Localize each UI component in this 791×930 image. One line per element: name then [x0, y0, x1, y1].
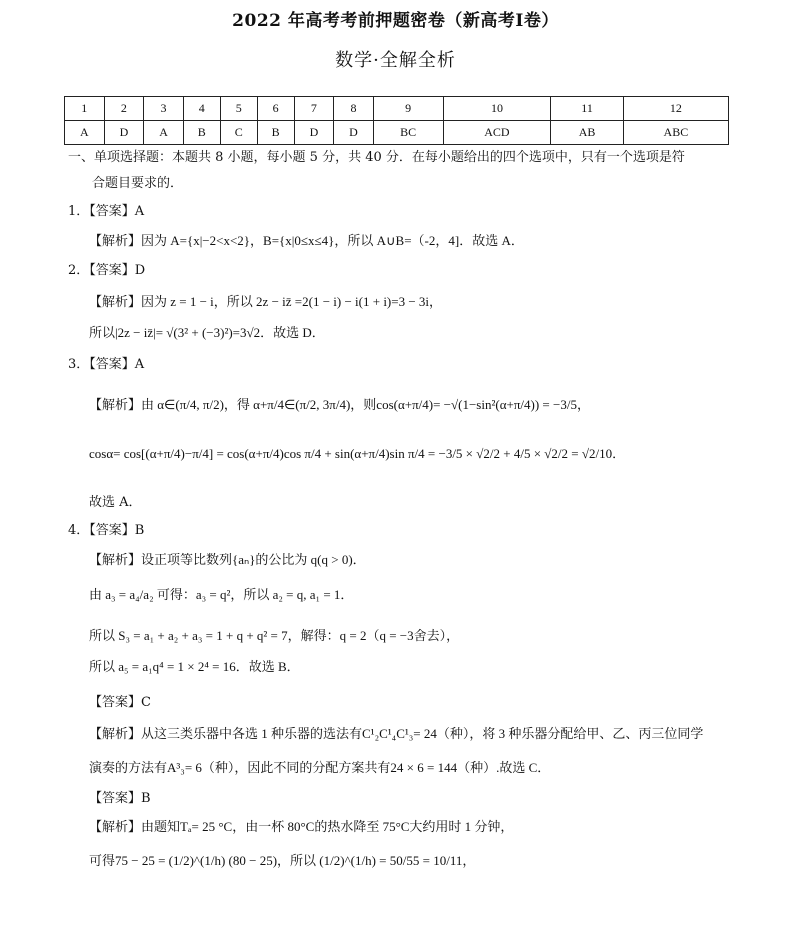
q3-analysis-line3: 故选 A． [89, 495, 142, 510]
question-number: 5 [220, 97, 257, 121]
q3-answer: 3．【答案】A [68, 357, 145, 372]
answer-cell: BC [373, 121, 443, 145]
question-number: 8 [334, 97, 374, 121]
answer-cell: ABC [623, 121, 728, 145]
q6-analysis-line1: 【解析】由题知Tₐ= 25 °C，由一杯 80°C的热水降至 75°C大约用时 1 分钟， [89, 819, 514, 834]
q3-analysis-line1: 【解析】由 α∈(π/4, π/2)，得 α+π/4∈(π/2, 3π/4)，则cos(α+π/4)= −√(1−sin²(α+π/4)) = −3/5， [89, 397, 590, 412]
q1-analysis: 【解析】因为 A={x|−2<x<2}，B={x|0≤x≤4}，所以 A∪B=（-2，4]．故选 A． [89, 233, 524, 248]
section-intro-continued: 合题目要求的． [92, 176, 184, 191]
answer-cell: A [65, 121, 105, 145]
q6-answer: 【答案】B [89, 791, 151, 806]
answer-table-answers-row [65, 121, 729, 145]
q3-analysis-line2: cosα= cos[(α+π/4)−π/4] = cos(α+π/4)cos π/4 + sin(α+π/4)sin π/4 = −3/5 × √2/2 + 4/5 × √2/2 = √2/10． [89, 446, 626, 461]
answer-table-numbers-row [65, 97, 729, 121]
q2-analysis-line1: 【解析】因为 z = 1 − i，所以 2z − iz̄ =2(1 − i) − i(1 + i)=3 − 3i， [89, 294, 443, 309]
q4-analysis-line1: 【解析】设正项等比数列{aₙ}的公比为 q(q > 0)． [89, 552, 366, 567]
answer-cell: C [220, 121, 257, 145]
page-title: 2022 年高考考前押题密卷（新高考Ⅰ卷） [232, 11, 559, 31]
q5-analysis-line1: 【解析】从这三类乐器中各选 1 种乐器的选法有C¹₂C¹₄C¹₃= 24（种），将 3 种乐器分配给甲、乙、丙三位同学 [89, 726, 704, 741]
question-number: 4 [183, 97, 220, 121]
answer-cell: AB [551, 121, 623, 145]
question-number: 7 [294, 97, 334, 121]
question-number: 11 [551, 97, 623, 121]
question-number: 10 [443, 97, 551, 121]
q2-analysis-line2: 所以|2z − iz̄|= √(3² + (−3)²)=3√2．故选 D． [89, 325, 325, 340]
q1-answer: 1．【答案】A [68, 204, 145, 219]
q4-analysis-line2: 由 a₃ = a₄/a₂ 可得：a₃ = q²，所以 a₂ = q, a₁ = 1． [89, 587, 354, 602]
answer-table [64, 96, 729, 145]
question-number: 9 [373, 97, 443, 121]
q2-answer: 2．【答案】D [68, 263, 146, 278]
q5-analysis-line2: 演奏的方法有A³₃= 6（种），因此不同的分配方案共有24 × 6 = 144（种）.故选 C． [89, 760, 551, 775]
question-number: 12 [623, 97, 728, 121]
question-number: 6 [257, 97, 294, 121]
question-number: 1 [65, 97, 105, 121]
question-number: 3 [144, 97, 184, 121]
answer-cell: D [294, 121, 334, 145]
answer-cell: D [104, 121, 144, 145]
q4-answer: 4．【答案】B [68, 523, 145, 538]
answer-cell: B [257, 121, 294, 145]
q4-analysis-line3: 所以 S₃ = a₁ + a₂ + a₃ = 1 + q + q² = 7，解得：q = 2（q = −3舍去）， [89, 628, 460, 643]
answer-cell: B [183, 121, 220, 145]
answer-cell: ACD [443, 121, 551, 145]
answer-cell: D [334, 121, 374, 145]
section-intro: 一、单项选择题：本题共 8 小题，每小题 5 分，共 40 分．在每小题给出的四个选项中，只有一个选项是符 [68, 150, 685, 165]
question-number: 2 [104, 97, 144, 121]
answer-cell: A [144, 121, 184, 145]
q6-analysis-line2: 可得75 − 25 = (1/2)^(1/h) (80 − 25)，所以 (1/2)^(1/h) = 50/55 = 10/11， [89, 853, 476, 868]
q5-answer: 【答案】C [89, 695, 151, 710]
q4-analysis-line4: 所以 a₅ = a₁q⁴ = 1 × 2⁴ = 16．故选 B． [89, 659, 300, 674]
page-subtitle: 数学·全解全析 [335, 50, 456, 71]
